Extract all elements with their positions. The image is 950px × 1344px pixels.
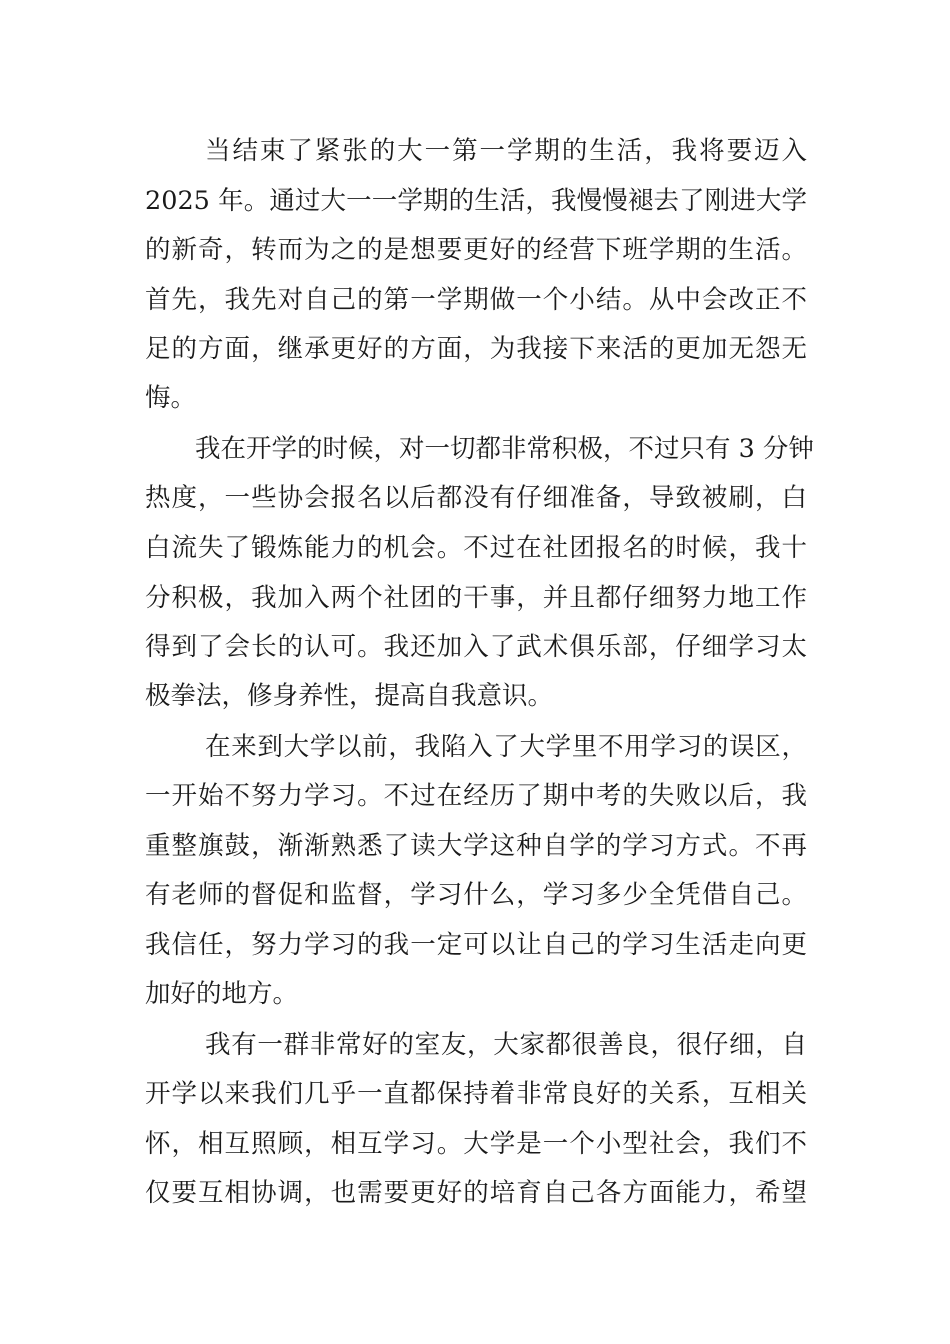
paragraph-3-line-6: 加好的地方。 [145, 979, 299, 1009]
paragraph-2-line-3: 白流失了锻炼能力的机会。不过在社团报名的时候，我十 [145, 533, 807, 563]
paragraph-2-line-4: 分积极，我加入两个社团的干事，并且都仔细努力地工作 [145, 583, 807, 613]
paragraph-2-line-6: 极拳法，修身养性，提高自我意识。 [145, 681, 554, 711]
paragraph-1-line-2: 2025 年。通过大一一学期的生活，我慢慢褪去了刚进大学 [145, 186, 807, 216]
paragraph-4-line-1: 我有一群非常好的室友，大家都很善良，很仔细，自 [205, 1030, 807, 1060]
paragraph-3-line-3: 重整旗鼓，渐渐熟悉了读大学这种自学的学习方式。不再 [145, 831, 807, 861]
paragraph-4-line-3: 怀，相互照顾，相互学习。大学是一个小型社会，我们不 [145, 1129, 807, 1159]
paragraph-2-line-1: 我在开学的时候，对一切都非常积极，不过只有 3 分钟 [195, 434, 814, 464]
paragraph-4-line-4: 仅要互相协调，也需要更好的培育自己各方面能力，希望 [145, 1178, 807, 1208]
paragraph-1-line-1: 当结束了紧张的大一第一学期的生活，我将要迈入 [205, 136, 807, 166]
paragraph-4-line-2: 开学以来我们几乎一直都保持着非常良好的关系，互相关 [145, 1079, 807, 1109]
paragraph-3-line-1: 在来到大学以前，我陷入了大学里不用学习的误区， [205, 732, 807, 762]
paragraph-2-line-2: 热度，一些协会报名以后都没有仔细准备，导致被刷，白 [145, 483, 807, 513]
paragraph-1-line-5: 足的方面，继承更好的方面，为我接下来活的更加无怨无 [145, 334, 807, 364]
paragraph-3-line-4: 有老师的督促和监督，学习什么，学习多少全凭借自己。 [145, 880, 807, 910]
paragraph-2-line-5: 得到了会长的认可。我还加入了武术俱乐部，仔细学习太 [145, 632, 807, 662]
paragraph-1-line-6: 悔。 [145, 383, 197, 413]
paragraph-1-line-3: 的新奇，转而为之的是想要更好的经营下班学期的生活。 [145, 235, 807, 265]
paragraph-3-line-2: 一开始不努力学习。不过在经历了期中考的失败以后，我 [145, 781, 807, 811]
paragraph-1-line-4: 首先，我先对自己的第一学期做一个小结。从中会改正不 [145, 285, 807, 315]
paragraph-3-line-5: 我信任，努力学习的我一定可以让自己的学习生活走向更 [145, 930, 807, 960]
